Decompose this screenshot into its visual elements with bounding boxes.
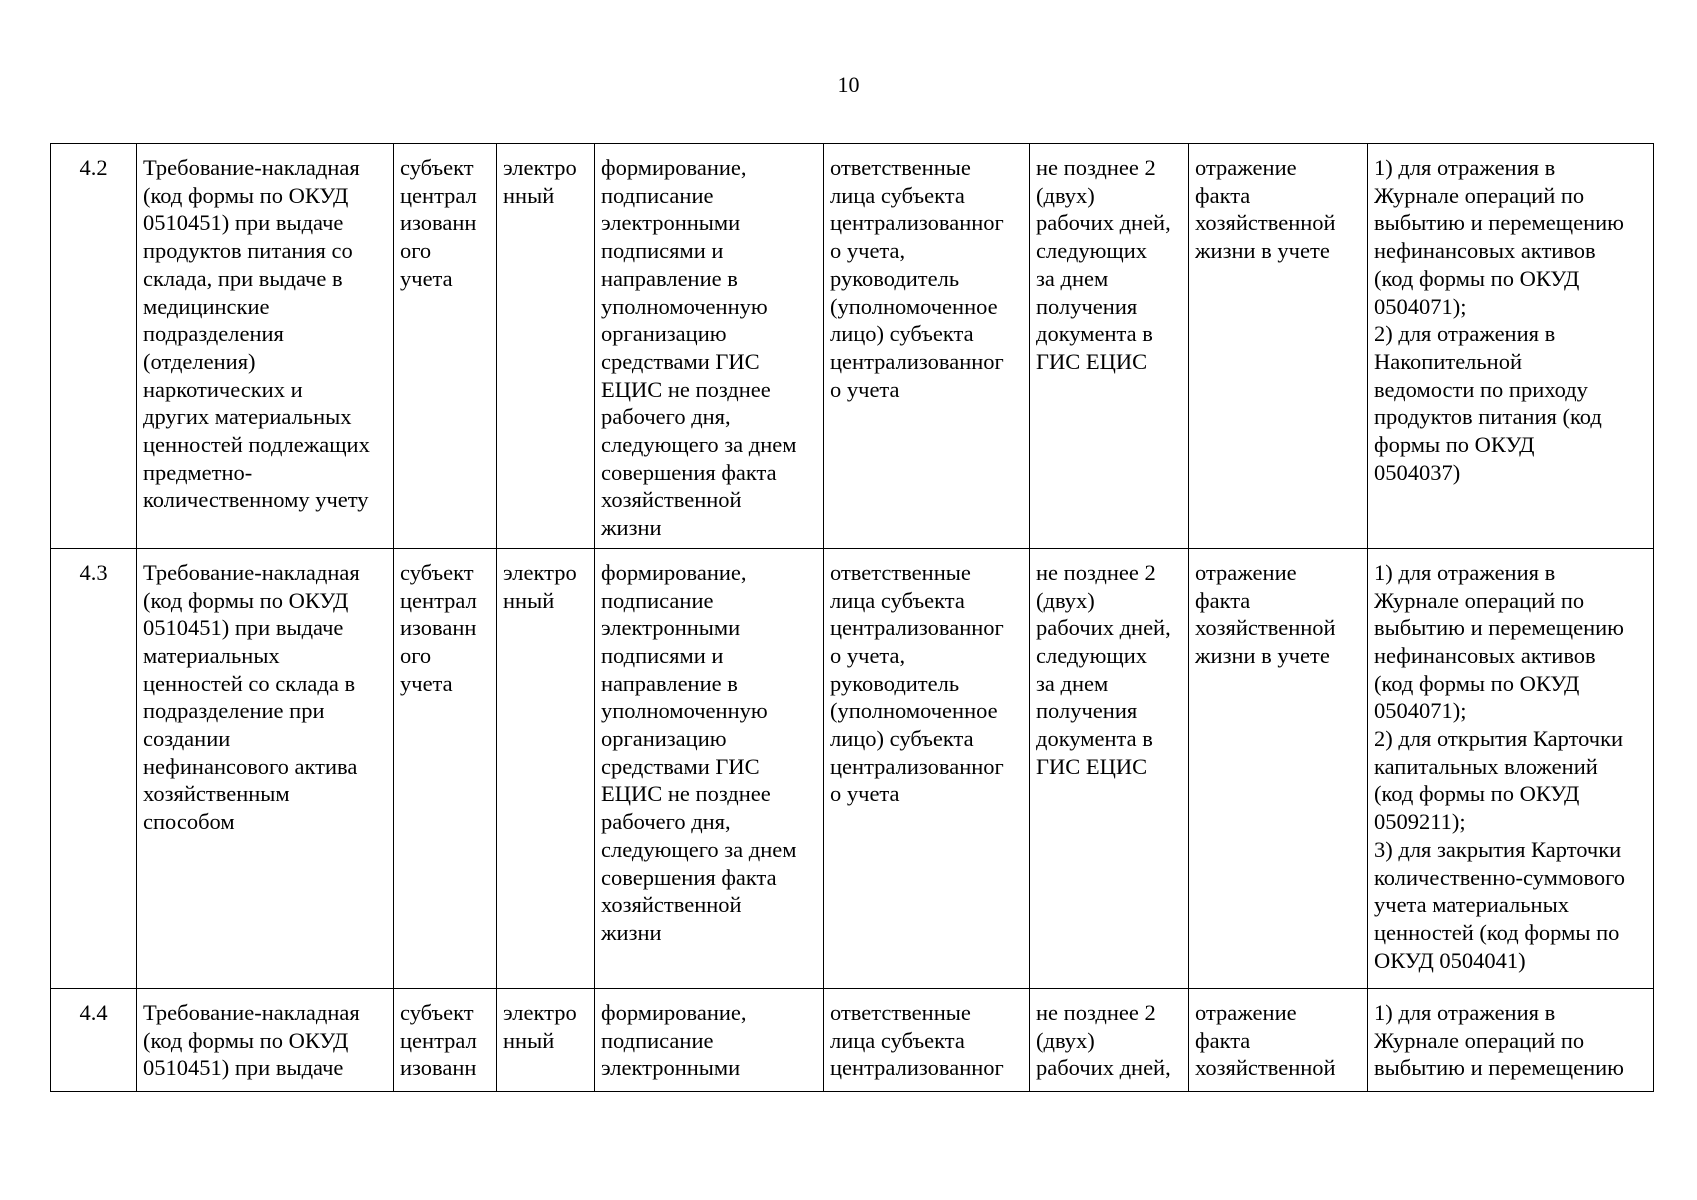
table-row [51,988,1654,1091]
row-number: 4.3 [51,548,137,988]
creator-cell: субъект централ изованн ого учета [394,144,497,549]
document-table [50,143,1654,1092]
purpose-cell: отражение факта хозяйственной [1189,988,1368,1091]
procedure-cell: формирование, подписание электронными подписями и направление в уполномоченную организацию средствами ГИС ЕЦИС не позднее рабочего дня, следующего за днем совершения факта хозяйственной жизни [595,548,824,988]
creator-cell: субъект централ изованн [394,988,497,1091]
responsible-cell: ответственные лица субъекта централизованног о учета, руководитель (уполномоченное лицо) субъекта централизованног о учета [824,548,1030,988]
purpose-cell: отражение факта хозяйственной жизни в учете [1189,144,1368,549]
document-name-cell: Требование-накладная (код формы по ОКУД 0510451) при выдаче продуктов питания со склада, при выдаче в медицинские подразделения (отделения) наркотических и других материальных ценностей подлежащих предметно- количественному учету [137,144,394,549]
table-row [51,144,1654,549]
responsible-cell: ответственные лица субъекта централизованног [824,988,1030,1091]
deadline-cell: не позднее 2 (двух) рабочих дней, следующих за днем получения документа в ГИС ЕЦИС [1030,144,1189,549]
table-row [51,548,1654,988]
form-cell: электро нный [497,988,595,1091]
procedure-cell: формирование, подписание электронными подписями и направление в уполномоченную организацию средствами ГИС ЕЦИС не позднее рабочего дня, следующего за днем совершения факта хозяйственной жизни [595,144,824,549]
form-cell: электро нный [497,548,595,988]
deadline-cell: не позднее 2 (двух) рабочих дней, [1030,988,1189,1091]
form-cell: электро нный [497,144,595,549]
row-number: 4.4 [51,988,137,1091]
row-number: 4.2 [51,144,137,549]
document-name-cell: Требование-накладная (код формы по ОКУД 0510451) при выдаче материальных ценностей со склада в подразделение при создании нефинансового актива хозяйственным способом [137,548,394,988]
creator-cell: субъект централ изованн ого учета [394,548,497,988]
purpose-cell: отражение факта хозяйственной жизни в учете [1189,548,1368,988]
registers-cell: 1) для отражения в Журнале операций по выбытию и перемещению нефинансовых активов (код формы по ОКУД 0504071); 2) для открытия Карточки капитальных вложений (код формы по ОКУД 0509211); 3) для закрытия Карточки количественно-суммового учета материальных ценностей (код формы по ОКУД 0504041) [1368,548,1654,988]
registers-cell: 1) для отражения в Журнале операций по выбытию и перемещению нефинансовых активов (код формы по ОКУД 0504071); 2) для отражения в Накопительной ведомости по приходу продуктов питания (код формы по ОКУД 0504037) [1368,144,1654,549]
document-name-cell: Требование-накладная (код формы по ОКУД 0510451) при выдаче [137,988,394,1091]
responsible-cell: ответственные лица субъекта централизованног о учета, руководитель (уполномоченное лицо) субъекта централизованног о учета [824,144,1030,549]
registers-cell: 1) для отражения в Журнале операций по выбытию и перемещению [1368,988,1654,1091]
page-number: 10 [837,72,860,97]
deadline-cell: не позднее 2 (двух) рабочих дней, следующих за днем получения документа в ГИС ЕЦИС [1030,548,1189,988]
procedure-cell: формирование, подписание электронными [595,988,824,1091]
